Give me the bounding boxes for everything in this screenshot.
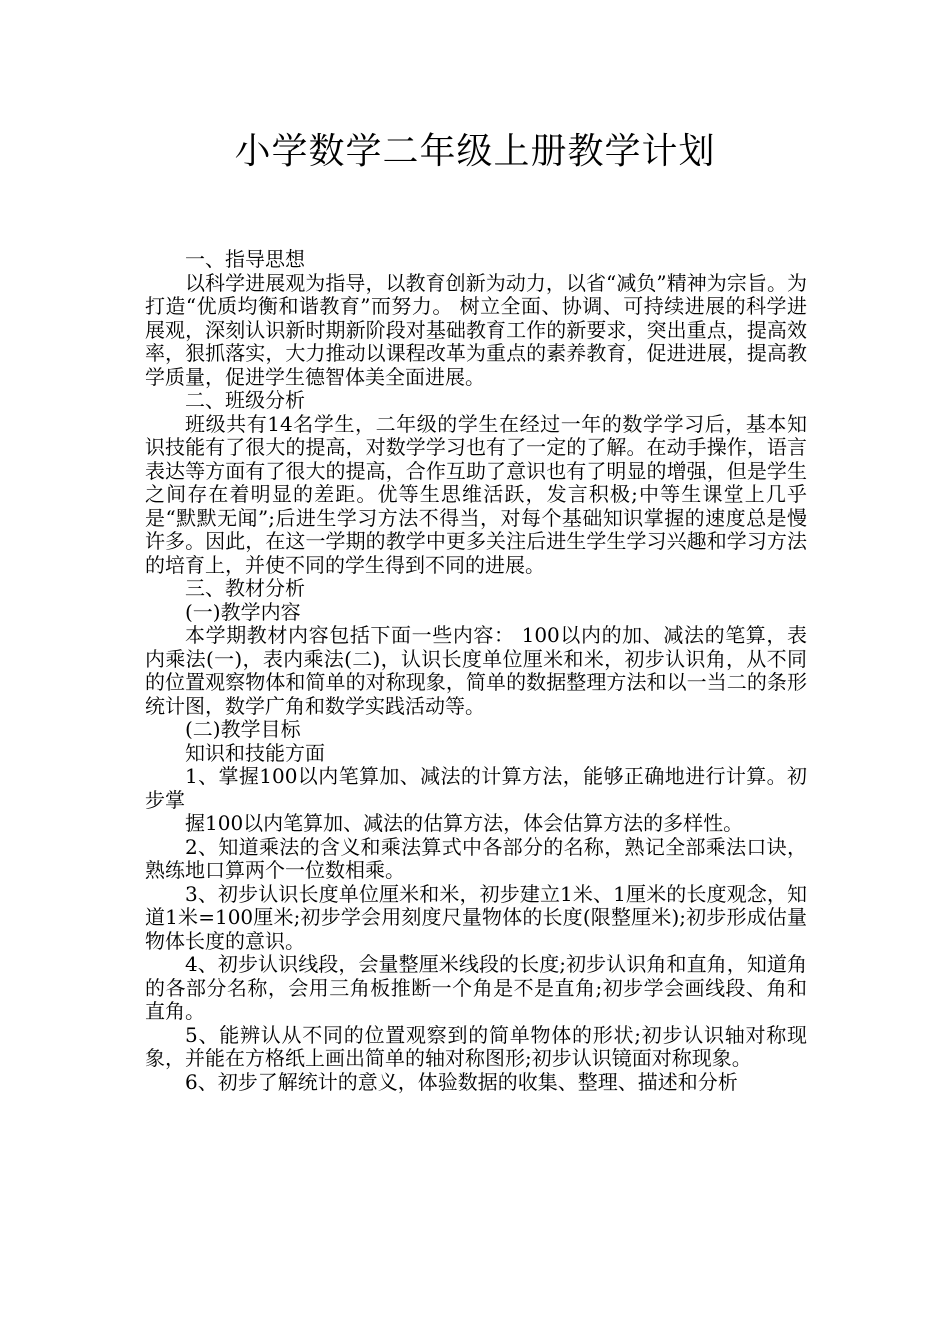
list-item: 6、初步了解统计的意义，体验数据的收集、整理、描述和分析: [185, 1069, 738, 1094]
document-body: [145, 248, 807, 1094]
subsection-heading: 知识和技能方面: [185, 740, 325, 765]
section-heading: 一、指导思想: [185, 247, 305, 271]
section-heading: 二、班级分析: [185, 388, 305, 412]
list-item: 4、初步认识线段，会量整厘米线段的长度;初步认识角和直角，知道角的各部分名称，会用三角板推断一个角是不是直角;初步学会画线段、角和直角。: [145, 952, 807, 1023]
document-title: 小学数学二年级上册教学计划: [234, 131, 716, 172]
paragraph: 以科学进展观为指导，以教育创新为动力，以省“减负”精神为宗旨。为打造“优质均衡和谐教育”而努力。 树立全面、协调、可持续进展的科学进展观，深刻认识新时期新阶段对基础教育工作的新要求，突出重点，提高效率，狠抓落实，大力推动以课程改革为重点的素养教育，促进进展，提高教学质量，促进学生德智体美全面进展。: [145, 270, 807, 389]
list-item: 5、能辨认从不同的位置观察到的简单物体的形状;初步认识轴对称现象，并能在方格纸上画出简单的轴对称图形;初步认识镜面对称现象。: [145, 1022, 807, 1070]
subsection-heading: (二)教学目标: [185, 717, 301, 741]
list-item: 1、掌握100以内笔算加、减法的计算方法，能够正确地进行计算。初步掌: [145, 764, 807, 812]
paragraph: 本学期教材内容包括下面一些内容： 100以内的加、减法的笔算，表内乘法(一)，表内乘法(二)，认识长度单位厘米和米，初步认识角，从不同的位置观察物体和简单的对称现象，简单的数据整理方法和以一当二的条形统计图，数学广角和数学实践活动等。: [145, 623, 807, 718]
subsection-heading: (一)教学内容: [185, 599, 301, 624]
section-heading: 三、教材分析: [185, 576, 305, 600]
list-item: 握100以内笔算加、减法的估算方法，体会估算方法的多样性。: [185, 811, 744, 835]
list-item: 3、初步认识长度单位厘米和米，初步建立1米、1厘米的长度观念，知道1米=100厘米;初步学会用刻度尺量物体的长度(限整厘米);初步形成估量物体长度的意识。: [145, 881, 807, 953]
paragraph: 班级共有14名学生，二年级的学生在经过一年的数学学习后，基本知识技能有了很大的提高，对数学学习也有了一定的了解。在动手操作，语言表达等方面有了很大的提高，合作互助了意识也有了明显的增强，但是学生之间存在着明显的差距。优等生思维活跃，发言积极;中等生课堂上几乎是“默默无闻”;后进生学习方法不得当，对每个基础知识掌握的速度总是慢许多。因此，在这一学期的教学中更多关注后进生学生学习兴趣和学习方法的培育上，并使不同的学生得到不同的进展。: [145, 411, 807, 577]
list-item: 2、知道乘法的含义和乘法算式中各部分的名称，熟记全部乘法口诀，熟练地口算两个一位数相乘。: [145, 834, 807, 882]
